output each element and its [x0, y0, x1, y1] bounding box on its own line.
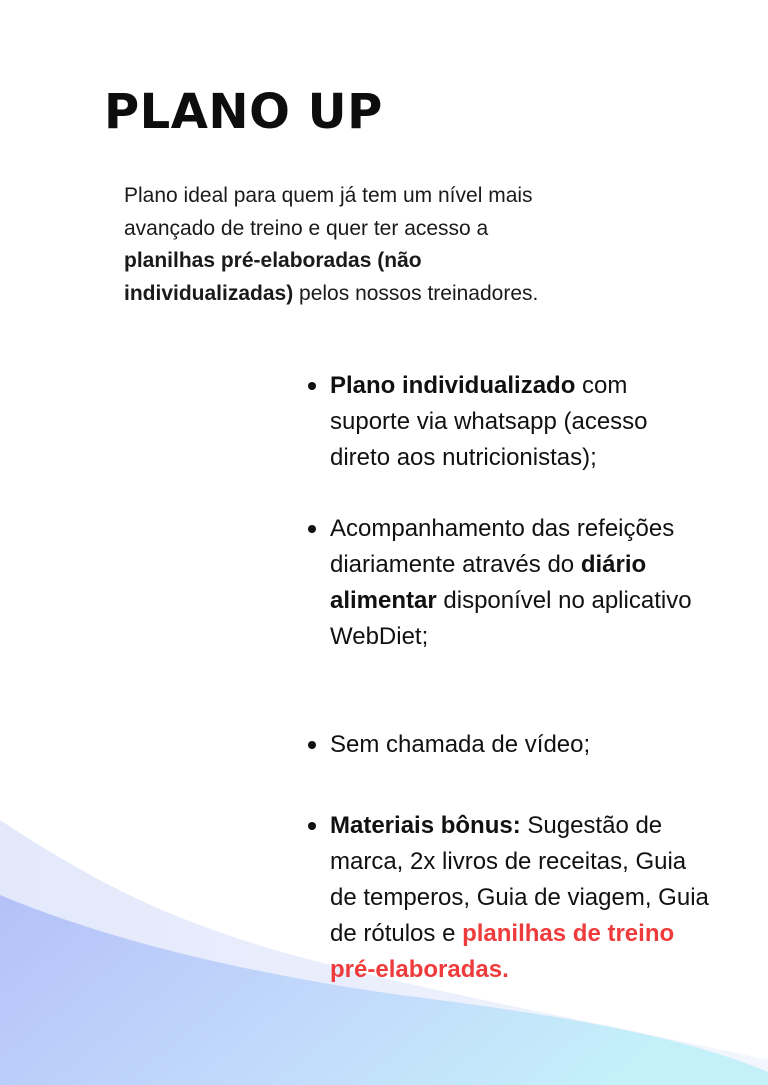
list-item: [330, 511, 710, 655]
intro-paragraph: [124, 180, 564, 310]
list-item: [330, 727, 710, 763]
list-item: [330, 368, 710, 476]
intro-text-end: pelos nossos treinadores.: [293, 281, 539, 305]
bullet-text: Acompanhamento das refeições diariamente através do: [330, 515, 675, 578]
list-item: [330, 808, 710, 988]
bullet-icon: [308, 822, 316, 830]
bullet-icon: [308, 382, 316, 390]
page-title: PLANO UP: [104, 84, 383, 140]
bullet-text: Sem chamada de vídeo;: [330, 731, 591, 758]
bullet-icon: [308, 525, 316, 533]
intro-text-start: Plano ideal para quem já tem um nível mais avançado de treino e quer ter acesso a: [124, 184, 533, 240]
bullet-text: com suporte via whatsapp (acesso direto aos nutricionistas);: [330, 372, 648, 471]
intro-bold-text: planilhas pré-elaboradas (não individualizadas): [124, 249, 422, 305]
bullet-bold-text: Plano individualizado: [330, 372, 576, 399]
bullet-text: Sugestão de marca, 2x livros de receitas, Guia de temperos, Guia de viagem, Guia de rótulos e: [330, 812, 709, 947]
bullet-bold-text: diário alimentar: [330, 551, 647, 614]
bullet-text-end: disponível no aplicativo WebDiet;: [330, 587, 692, 650]
bullet-bold-text: Materiais bônus:: [330, 812, 521, 839]
bullet-icon: [308, 741, 316, 749]
bullet-highlight-text: planilhas de treino pré-elaboradas.: [330, 920, 675, 983]
